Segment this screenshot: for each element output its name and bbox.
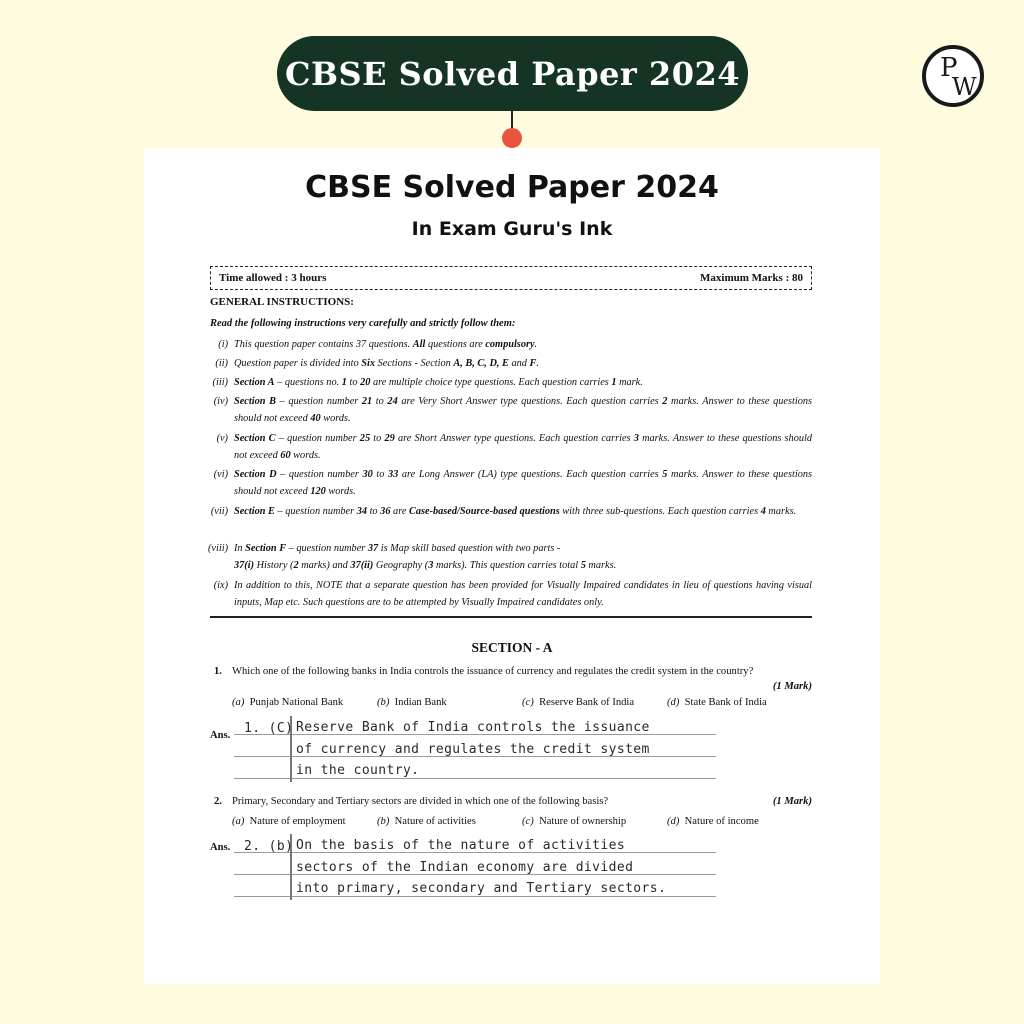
question-1 <box>214 666 812 677</box>
instruction-number: (v) <box>216 433 228 444</box>
answer-key: 1. (C) <box>244 721 294 736</box>
paper-title: CBSE Solved Paper 2024 <box>305 170 719 205</box>
question-text: Primary, Secondary and Tertiary sectors are divided in which one of the following basis? <box>232 796 609 807</box>
section-a-heading: SECTION - A <box>471 640 553 655</box>
time-allowed: Time allowed : 3 hours <box>219 272 327 284</box>
answer-label: Ans. <box>210 730 231 741</box>
instruction-text: Section C – question number 25 to 29 are Short Answer type questions. Each question carries 3 marks. Answer to these questions should not exceed 60 words. <box>234 433 813 461</box>
option-c: (c) Nature of ownership <box>522 816 627 827</box>
instruction-number: (iii) <box>212 377 228 388</box>
answer-line: of currency and regulates the credit system <box>296 742 650 757</box>
time-marks-box <box>210 266 812 290</box>
section-divider <box>210 616 812 618</box>
banner-connector-dot <box>502 128 522 148</box>
option-d: (d) State Bank of India <box>667 697 767 708</box>
instruction-text: Section B – question number 21 to 24 are Very Short Answer type questions. Each question carries 2 marks. Answer to these questions should not exceed 40 words. <box>234 396 813 424</box>
instruction-text: Section D – question number 30 to 33 are Long Answer (LA) type questions. Each question carries 5 marks. Answer to these questions should not exceed 120 words. <box>234 469 813 497</box>
answer-line: into primary, secondary and Tertiary sectors. <box>296 881 667 896</box>
instruction-item <box>202 374 812 391</box>
instruction-text: Question paper is divided into Six Sections - Section A, B, C, D, E and F. <box>234 358 539 369</box>
instruction-item <box>202 503 812 520</box>
option-b: (b) Nature of activities <box>377 816 476 827</box>
question-mark: (1 Mark) <box>772 681 812 692</box>
instruction-number: (ii) <box>215 358 228 369</box>
option-d: (d) Nature of income <box>667 816 759 827</box>
pw-logo-icon <box>922 45 984 107</box>
answer-key: 2. (b) <box>244 839 294 854</box>
instruction-text: Section A – questions no. 1 to 20 are multiple choice type questions. Each question carries 1 mark. <box>234 377 643 388</box>
exam-paper-page <box>144 148 880 984</box>
logo-letter-p: P <box>940 53 958 83</box>
instruction-number: (i) <box>218 339 228 350</box>
question-2 <box>214 796 812 807</box>
instruction-item <box>202 577 812 611</box>
answer-line: Reserve Bank of India controls the issuance <box>296 720 650 735</box>
answer-line: sectors of the Indian economy are divided <box>296 860 634 875</box>
instruction-item <box>202 336 812 353</box>
answer-line: in the country. <box>296 763 420 778</box>
banner-title: CBSE Solved Paper 2024 <box>285 54 740 93</box>
instruction-item <box>202 393 812 427</box>
instruction-number: (vii) <box>210 506 228 517</box>
read-instructions-note: Read the following instructions very carefully and strictly follow them: <box>210 318 516 329</box>
instruction-text: Section E – question number 34 to 36 are Case-based/Source-based questions with three sub-questions. Each question carries 4 marks. <box>234 506 797 517</box>
question-number: 1. <box>214 666 222 677</box>
instruction-text: In Section F – question number 37 is Map skill based question with two parts - 37(i) History (2 marks) and 37(ii) Geography (3 marks). This question carries total 5 marks. <box>234 543 617 571</box>
paper-subtitle: In Exam Guru's Ink <box>411 218 613 240</box>
question-mark: (1 Mark) <box>772 796 812 807</box>
option-b: (b) Indian Bank <box>377 697 447 708</box>
instruction-item <box>202 430 812 464</box>
instruction-item <box>202 466 812 500</box>
option-a: (a) Nature of employment <box>232 816 346 827</box>
instruction-number: (vi) <box>213 469 228 480</box>
instruction-number: (viii) <box>207 543 228 554</box>
option-c: (c) Reserve Bank of India <box>522 697 635 708</box>
instruction-number: (ix) <box>213 580 228 591</box>
instruction-item <box>202 540 812 574</box>
question-text: Which one of the following banks in India controls the issuance of currency and regulates the credit system in the country? <box>232 666 754 677</box>
maximum-marks: Maximum Marks : 80 <box>700 272 803 284</box>
handwritten-answer-2 <box>234 834 716 900</box>
question-1-options <box>232 697 812 708</box>
question-2-options <box>232 816 812 827</box>
general-instructions-heading: GENERAL INSTRUCTIONS: <box>210 296 354 308</box>
logo-letter-w: W <box>952 73 977 101</box>
answer-line: On the basis of the nature of activities <box>296 838 626 853</box>
instruction-item <box>202 355 812 372</box>
question-number: 2. <box>214 796 222 807</box>
answer-label: Ans. <box>210 842 231 853</box>
handwritten-answer-1 <box>234 716 716 782</box>
top-banner <box>277 36 748 111</box>
question-1-mark-row <box>214 681 812 692</box>
instruction-text: In addition to this, NOTE that a separate question has been provided for Visually Impaired candidates in lieu of questions having visual inputs, Map etc. Such questions are to be attempted by Visually Impaired candidates only. <box>234 580 812 608</box>
instruction-text: This question paper contains 37 questions. All questions are compulsory. <box>234 339 538 350</box>
option-a: (a) Punjab National Bank <box>232 697 344 708</box>
instruction-number: (iv) <box>213 396 228 407</box>
